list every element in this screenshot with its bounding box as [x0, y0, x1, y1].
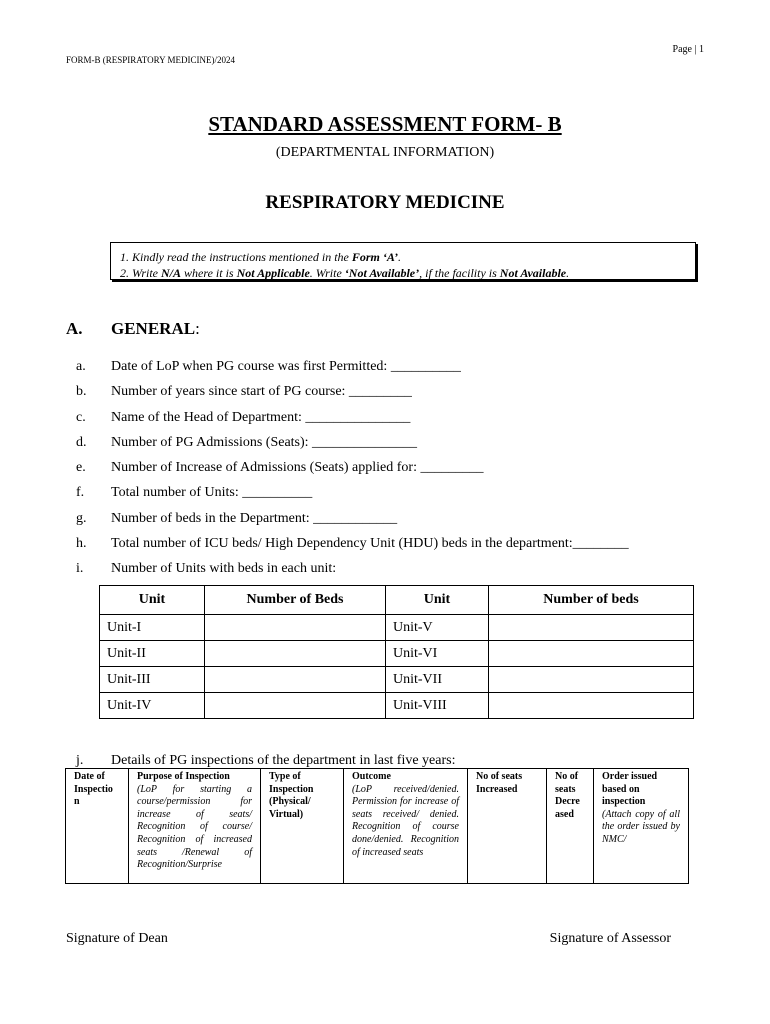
table-row [100, 667, 694, 693]
page-subtitle: (DEPARTMENTAL INFORMATION) [275, 145, 495, 160]
instructions-box [110, 242, 696, 280]
beds-cell[interactable] [205, 693, 386, 719]
unit-cell: Unit-VIII [386, 693, 489, 719]
col-purpose-of-inspection: Purpose of Inspection (LoP for starting a course/permission for increase of seats/ Recognition of course/ Recognition of increased seats /Renewal of Recognition/Surprise [129, 769, 261, 884]
header-unit: Unit [100, 586, 205, 615]
unit-cell: Unit-I [100, 615, 205, 641]
header-number-of-beds: Number of Beds [205, 586, 386, 615]
instruction-line-1: 1. Kindly read the instructions mentioned in the Form ‘A’. [120, 250, 401, 264]
assessor-signature-label: Signature of Assessor [549, 931, 671, 946]
units-beds-table [99, 585, 694, 719]
table-row [100, 693, 694, 719]
col-type-of-inspection: Type of Inspection (Physical/ Virtual) [261, 769, 344, 884]
table-header-row [66, 769, 689, 884]
header-number-of-beds: Number of beds [489, 586, 694, 615]
instruction-line-2: 2. Write N/A where it is Not Applicable. Write ‘Not Available’, if the facility is Not Available. [120, 266, 570, 280]
col-outcome: Outcome (LoP received/denied. Permission for increase of seats received/ denied. Recognition of course done/denied. Recognition of increased seats [344, 769, 468, 884]
unit-cell: Unit-VII [386, 667, 489, 693]
department-name: RESPIRATORY MEDICINE [265, 192, 505, 213]
header-unit: Unit [386, 586, 489, 615]
inspection-details-table [65, 768, 689, 884]
col-seats-increased: No of seats Increased [468, 769, 547, 884]
col-date-of-inspection: Date of Inspectio n [66, 769, 129, 884]
beds-cell[interactable] [205, 641, 386, 667]
unit-cell: Unit-VI [386, 641, 489, 667]
beds-cell[interactable] [489, 667, 694, 693]
beds-cell[interactable] [205, 667, 386, 693]
unit-cell: Unit-II [100, 641, 205, 667]
page-number: Page | 1 [672, 44, 704, 55]
section-title: GENERAL: [111, 319, 200, 338]
table-row [100, 641, 694, 667]
unit-cell: Unit-IV [100, 693, 205, 719]
beds-cell[interactable] [489, 615, 694, 641]
dean-signature-label: Signature of Dean [66, 931, 168, 946]
table-header-row [100, 586, 694, 615]
table-row [100, 615, 694, 641]
unit-cell: Unit-V [386, 615, 489, 641]
beds-cell[interactable] [489, 693, 694, 719]
page-title: STANDARD ASSESSMENT FORM- B [208, 112, 562, 136]
beds-cell[interactable] [205, 615, 386, 641]
col-order-issued: Order issued based on inspection (Attach copy of all the order issued by NMC/ [594, 769, 689, 884]
unit-cell: Unit-III [100, 667, 205, 693]
col-seats-decreased: No of seats Decre ased [547, 769, 594, 884]
form-code: FORM-B (RESPIRATORY MEDICINE)/2024 [66, 55, 236, 65]
beds-cell[interactable] [489, 641, 694, 667]
section-letter: A. [66, 319, 83, 338]
